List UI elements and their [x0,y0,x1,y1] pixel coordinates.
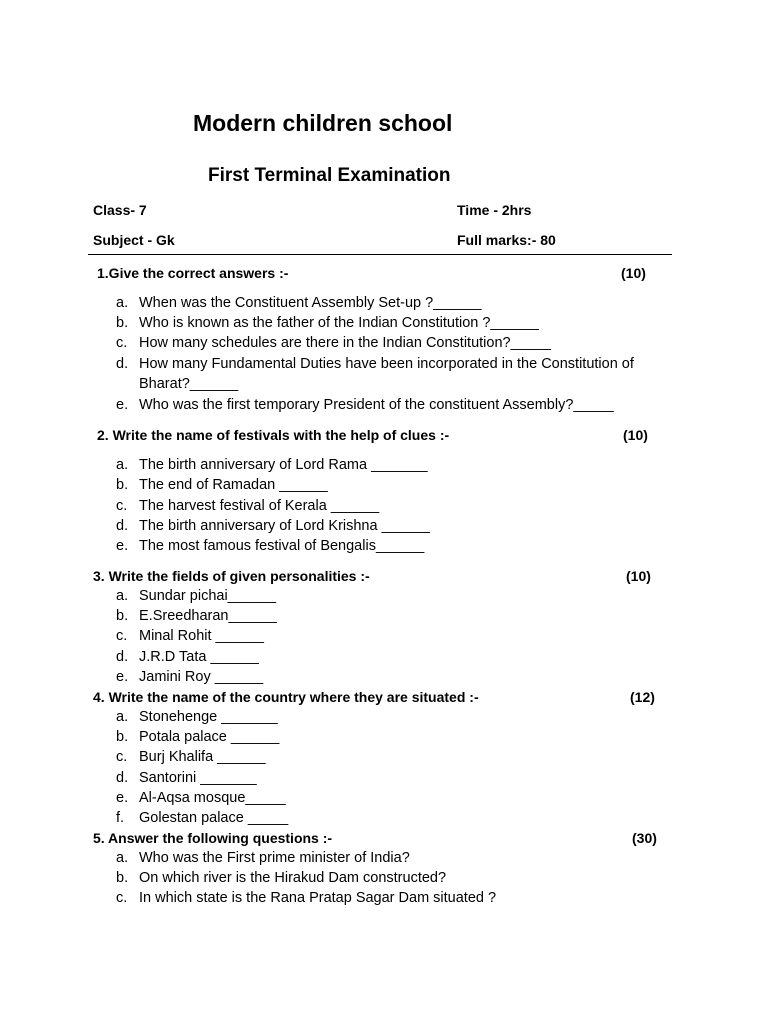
item-letter: c. [116,498,128,514]
item-text: How many schedules are there in the Indian Constitution?_____ [139,335,551,351]
item-letter: a. [116,709,129,725]
item-letter: d. [116,649,129,665]
item-text: Who was the First prime minister of India? [139,850,410,866]
item-text: Who is known as the father of the Indian Constitution ?______ [139,315,539,331]
question-3-item [116,606,277,626]
question-2-item [116,496,379,516]
item-text: Sundar pichai______ [139,588,277,604]
question-3-item [116,667,263,687]
question-4-item [116,707,278,727]
question-3-item [116,586,276,606]
header-divider [88,254,672,255]
item-letter: e. [116,790,129,806]
question-2-marks: (10) [623,427,648,443]
question-5-title: 5. Answer the following questions :- [93,830,333,846]
question-1-item [116,354,671,394]
item-letter: c. [116,890,128,906]
item-letter: d. [116,770,129,786]
item-letter: e. [116,397,129,413]
item-text: How many Fundamental Duties have been incorporated in the Constitution of Bharat?______ [139,356,634,392]
item-text: The harvest festival of Kerala ______ [139,498,380,514]
item-letter: d. [116,356,129,372]
item-text: E.Sreedharan______ [139,608,277,624]
question-2-item [116,516,430,536]
item-letter: a. [116,295,129,311]
item-text: On which river is the Hirakud Dam constructed? [139,870,447,886]
item-text: When was the Constituent Assembly Set-up ?______ [139,295,482,311]
question-1-item [116,395,614,415]
item-letter: b. [116,315,129,331]
item-text: In which state is the Rana Pratap Sagar Dam situated ? [139,890,497,906]
item-text: The birth anniversary of Lord Krishna ______ [139,518,430,534]
question-1-item [116,313,539,333]
question-4-item [116,727,279,747]
question-5-item [116,868,446,888]
item-text: Jamini Roy ______ [139,669,264,685]
question-4-item [116,808,288,828]
question-2-item [116,536,424,556]
item-text: Santorini _______ [139,770,257,786]
question-5-item [116,848,410,868]
exam-title: First Terminal Examination [208,165,451,186]
question-3-item [116,647,259,667]
question-1-item [116,293,482,313]
question-3-marks: (10) [626,568,651,584]
item-text: Golestan palace _____ [139,810,289,826]
question-1-marks: (10) [621,265,646,281]
item-text: Stonehenge _______ [139,709,278,725]
question-4-item [116,747,266,767]
question-2-item [116,475,328,495]
item-letter: b. [116,608,129,624]
question-4-item [116,788,286,808]
item-letter: c. [116,749,128,765]
item-letter: b. [116,729,129,745]
full-marks-label: Full marks:- 80 [457,232,556,248]
question-5-item [116,888,496,908]
item-text: Burj Khalifa ______ [139,749,266,765]
question-1-title: 1.Give the correct answers :- [97,265,289,281]
item-letter: c. [116,628,128,644]
item-letter: a. [116,588,129,604]
question-2-item [116,455,428,475]
question-3-item [116,626,264,646]
item-letter: c. [116,335,128,351]
item-letter: e. [116,538,129,554]
question-4-item [116,768,257,788]
item-text: The most famous festival of Bengalis______ [139,538,425,554]
item-letter: e. [116,669,129,685]
item-text: Potala palace ______ [139,729,280,745]
item-letter: b. [116,870,129,886]
subject-label: Subject - Gk [93,232,175,248]
class-label: Class- 7 [93,202,147,218]
item-text: Al-Aqsa mosque_____ [139,790,286,806]
item-text: Who was the first temporary President of the constituent Assembly?_____ [139,397,614,413]
item-text: Minal Rohit ______ [139,628,264,644]
item-text: J.R.D Tata ______ [139,649,259,665]
question-5-marks: (30) [632,830,657,846]
item-text: The end of Ramadan ______ [139,477,328,493]
question-3-title: 3. Write the fields of given personalities :- [93,568,370,584]
time-label: Time - 2hrs [457,202,532,218]
question-4-marks: (12) [630,689,655,705]
item-letter: b. [116,477,129,493]
question-4-title: 4. Write the name of the country where they are situated :- [93,689,479,705]
question-2-title: 2. Write the name of festivals with the help of clues :- [97,427,450,443]
school-title: Modern children school [193,110,453,136]
item-letter: f. [116,810,125,826]
item-text: The birth anniversary of Lord Rama _______ [139,457,428,473]
item-letter: d. [116,518,129,534]
item-letter: a. [116,850,129,866]
item-letter: a. [116,457,129,473]
question-1-item [116,333,551,353]
